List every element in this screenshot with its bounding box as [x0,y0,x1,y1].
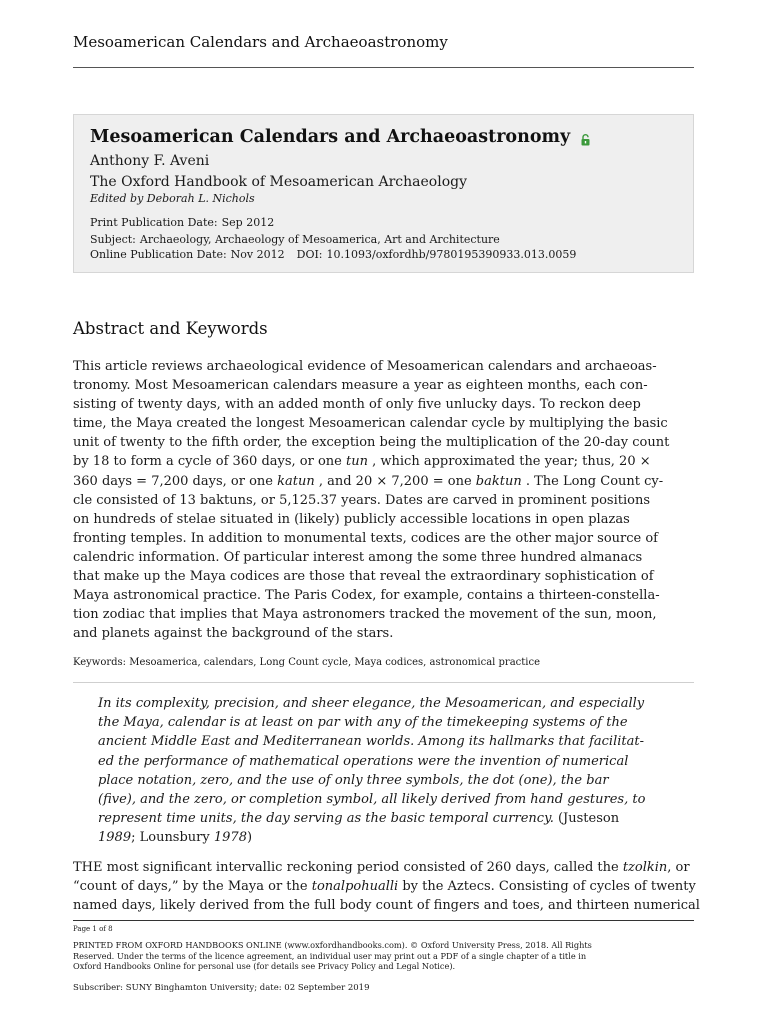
book-title: The Oxford Handbook of Mesoamerican Archaeology [90,174,467,190]
metadata-box [73,114,694,273]
text-run: tion zodiac that implies that Maya astronomers tracked the movement of the sun, moon, [73,607,657,623]
epigraph-line [98,828,678,847]
printed-notice-line: Reserved. Under the terms of the licence agreement, an individual user may print out a PDF of a single chapter of a title in [73,950,587,961]
abstract-line [73,567,701,586]
subject-line [90,233,500,246]
text-run: tzolkin [622,860,668,875]
text-run: that make up the Maya codices are those that reveal the extraordinary sophistication of [73,569,654,585]
printed-notice-line: Oxford Handbooks Online for personal use (for details see Privacy Policy and Legal Notice). [73,961,456,971]
text-run: . The Long Count cy- [521,473,664,489]
doi-value: 10.1093/oxfordhb/9780195390933.013.0059 [326,248,577,261]
text-run: ed the performance of mathematical operations were the invention of numerical [98,753,629,769]
text-run: unit of twenty to the fifth order, the exception being the multiplication of the 20-day count [73,435,670,451]
open-lock-icon [581,131,590,143]
text-run: 1978 [213,830,247,846]
text-run: time, the Maya created the longest Mesoamerican calendar cycle by multiplying the basic [73,416,668,432]
text-run: tun [346,454,368,470]
text-run: ancient Middle East and Mediterranean worlds. Among its hallmarks that facilitat- [98,734,644,750]
body-line [73,896,701,915]
abstract-line [73,529,701,548]
text-run: THE most significant intervallic reckoning period consisted of 260 days, called the [73,860,623,875]
online-date-label: Online Publication Date: [90,248,227,261]
keywords-list: Mesoamerica, calendars, Long Count cycle, Maya codices, astronomical practice [129,657,541,668]
online-publication-line [90,248,576,261]
text-run: calendric information. Of particular interest among the some three hundred almanacs [73,549,643,565]
page-number: Page 1 of 8 [73,925,113,933]
abstract-text [73,357,701,643]
subscriber-line: Subscriber: SUNY Binghamton University; date: 02 September 2019 [73,983,370,993]
body-line [73,858,701,877]
text-run: cle consisted of 13 baktuns, or 5,125.37 years. Dates are carved in prominent positions [73,492,651,508]
epigraph-line [98,694,678,713]
epigraph-line [98,809,678,828]
text-run: by 18 to form a cycle of 360 days, or one [73,454,347,470]
text-run: sisting of twenty days, with an added month of only five unlucky days. To reckon deep [73,397,641,413]
text-run: on hundreds of stelae situated in (likely) publicly accessible locations in open plazas [73,511,630,527]
text-run: “count of days,” by the Maya or the [73,879,312,895]
keywords-divider [73,682,694,683]
editor-line: Edited by Deborah L. Nichols [90,192,255,205]
footer-divider [73,920,694,921]
text-run: This article reviews archaeological evidence of Mesoamerican calendars and archaeoas- [73,359,657,374]
text-run: ) [246,830,253,846]
abstract-line [73,586,701,605]
abstract-line [73,433,701,452]
printed-notice-line: PRINTED FROM OXFORD HANDBOOKS ONLINE (www.oxfordhandbooks.com). © Oxford University Press, 2018. All Rights [73,940,592,950]
abstract-line [73,376,701,395]
doi-label: DOI: [296,248,323,261]
text-run: the Maya, calendar is at least on par with any of the timekeeping systems of the [98,715,628,731]
text-run: Maya astronomical practice. The Paris Codex, for example, contains a thirteen-constella- [73,588,660,604]
print-date-value: Sep 2012 [221,216,275,229]
text-run: 1989 [98,830,132,846]
epigraph-line [98,752,678,771]
subject-label: Subject: [90,233,136,246]
text-run: , which approximated the year; thus, 20 × [368,454,651,470]
text-run: (Justeson [557,811,620,827]
epigraph-line [98,790,678,809]
author-name: Anthony F. Aveni [90,153,210,169]
print-date-label: Print Publication Date: [90,216,218,229]
subject-value: Archaeology, Archaeology of Mesoamerica, Art and Architecture [139,233,500,246]
print-publication-date [90,216,274,229]
abstract-line [73,510,701,529]
text-run: fronting temples. In addition to monumental texts, codices are the other major source of [73,530,658,546]
text-run: In its complexity, precision, and sheer elegance, the Mesoamerican, and especially [98,696,645,711]
epigraph-line [98,713,678,732]
text-run: tronomy. Most Mesoamerican calendars measure a year as eighteen months, each con- [73,378,648,394]
header-divider [73,67,694,68]
text-run: 360 days = 7,200 days, or one [73,473,278,489]
abstract-line [73,605,701,624]
chapter-title-text: Mesoamerican Calendars and Archaeoastronomy [90,127,571,147]
running-head: Mesoamerican Calendars and Archaeoastronomy [73,33,448,51]
abstract-line [73,357,701,376]
abstract-line [73,624,701,643]
text-run: named days, likely derived from the full body count of fingers and toes, and thirteen numerical [73,898,700,914]
body-paragraph [73,858,701,915]
text-run: , or [667,860,690,875]
keywords-line [73,657,540,668]
text-run: tonalpohualli [311,879,399,895]
text-run: represent time units, the day serving as the basic temporal currency. [98,811,558,827]
abstract-line [73,414,701,433]
epigraph-line [98,771,678,790]
text-run: by the Aztecs. Consisting of cycles of twenty [398,879,696,895]
text-run: and planets against the background of the stars. [73,626,394,642]
printed-notice [73,940,703,972]
epigraph-quote [98,694,678,848]
keywords-label: Keywords: [73,657,127,668]
abstract-line [73,491,701,510]
abstract-line [73,472,701,491]
abstract-line [73,548,701,567]
text-run: ; Lounsbury [131,830,214,846]
text-run: place notation, zero, and the use of only three symbols, the dot (one), the bar [98,772,609,788]
chapter-title [90,127,590,147]
body-line [73,877,701,896]
text-run: (five), and the zero, or completion symbol, all likely derived from hand gestures, to [98,792,646,808]
text-run: katun [277,473,315,489]
abstract-line [73,452,701,471]
epigraph-line [98,732,678,751]
text-run: , and 20 × 7,200 = one [314,473,476,489]
abstract-heading: Abstract and Keywords [73,319,268,338]
text-run: baktun [475,473,522,489]
online-date-value: Nov 2012 [230,248,285,261]
abstract-line [73,395,701,414]
